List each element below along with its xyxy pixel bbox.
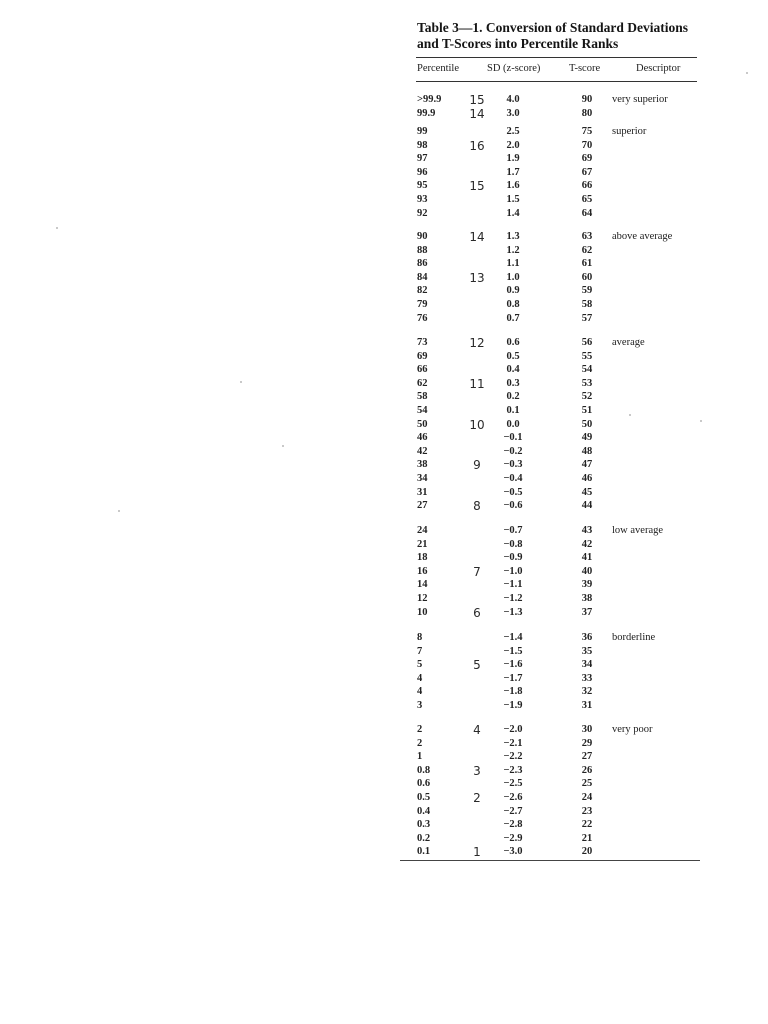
scan-speck bbox=[118, 510, 120, 512]
percentile-cell: 50 bbox=[417, 418, 428, 430]
table-row bbox=[417, 791, 717, 805]
scan-speck bbox=[56, 227, 58, 229]
table-row bbox=[417, 125, 717, 139]
percentile-cell: 86 bbox=[417, 258, 428, 270]
percentile-cell: 2 bbox=[417, 737, 423, 749]
table-row bbox=[417, 312, 717, 326]
sd-cell: 3.0 bbox=[506, 107, 520, 119]
descriptor-cell: above average bbox=[612, 231, 673, 242]
sd-cell: 0.8 bbox=[506, 299, 520, 310]
header-sd: SD (z-score) bbox=[487, 63, 541, 74]
percentile-cell: 90 bbox=[417, 231, 428, 242]
header-tscore: T-score bbox=[569, 63, 601, 74]
percentile-cell: 66 bbox=[417, 364, 428, 376]
sd-cell: −1.8 bbox=[503, 686, 523, 698]
tscore-cell: 57 bbox=[581, 312, 593, 324]
tscore-cell: 47 bbox=[581, 459, 593, 471]
sd-cell: −1.2 bbox=[503, 593, 523, 604]
percentile-cell: 34 bbox=[417, 473, 428, 484]
sd-cell: 1.5 bbox=[506, 194, 520, 205]
percentile-cell: 93 bbox=[417, 194, 428, 205]
sd-cell: 1.3 bbox=[506, 231, 520, 242]
table-row bbox=[417, 737, 717, 751]
tscore-cell: 39 bbox=[581, 579, 593, 591]
table-row bbox=[417, 818, 717, 832]
table-bottom-rule bbox=[400, 860, 700, 861]
tscore-cell: 54 bbox=[581, 364, 593, 376]
sd-cell: −1.1 bbox=[503, 579, 523, 591]
handwritten-note: 2 bbox=[473, 791, 481, 805]
sd-cell: −2.9 bbox=[503, 832, 523, 844]
table-row bbox=[417, 486, 717, 500]
table-row bbox=[417, 207, 717, 221]
sd-cell: 4.0 bbox=[506, 94, 520, 105]
tscore-cell: 58 bbox=[581, 299, 593, 310]
table-row bbox=[417, 832, 717, 846]
sd-cell: −1.7 bbox=[503, 672, 523, 684]
tscore-cell: 56 bbox=[581, 337, 593, 348]
tscore-cell: 42 bbox=[581, 538, 593, 550]
sd-cell: −0.6 bbox=[503, 500, 523, 512]
sd-cell: 1.0 bbox=[506, 271, 520, 283]
sd-cell: −1.6 bbox=[503, 659, 523, 671]
handwritten-note: 5 bbox=[473, 658, 481, 673]
tscore-cell: 37 bbox=[581, 606, 593, 618]
percentile-cell: 73 bbox=[417, 337, 428, 348]
tscore-cell: 46 bbox=[581, 473, 593, 484]
handwritten-note: 9 bbox=[473, 458, 481, 473]
sd-cell: −2.7 bbox=[503, 805, 523, 817]
sd-cell: 0.9 bbox=[506, 285, 520, 297]
handwritten-note: 10 bbox=[469, 417, 485, 432]
percentile-cell: 24 bbox=[417, 525, 428, 536]
table-row bbox=[417, 764, 717, 778]
table-row bbox=[417, 592, 717, 606]
scan-speck bbox=[240, 381, 242, 383]
table-row bbox=[417, 284, 717, 298]
tscore-cell: 41 bbox=[581, 552, 593, 564]
sd-cell: −0.5 bbox=[503, 486, 523, 498]
sd-cell: 0.4 bbox=[506, 364, 520, 376]
percentile-cell: 79 bbox=[417, 299, 428, 310]
sd-cell: −2.5 bbox=[503, 778, 523, 790]
percentile-cell: 38 bbox=[417, 459, 428, 471]
tscore-cell: 25 bbox=[581, 778, 593, 790]
percentile-cell: 27 bbox=[417, 500, 428, 512]
table-row bbox=[417, 723, 717, 737]
table-row bbox=[417, 777, 717, 791]
tscore-cell: 22 bbox=[581, 819, 593, 831]
scan-speck bbox=[700, 420, 702, 422]
descriptor-cell: very poor bbox=[612, 724, 653, 735]
handwritten-note: 12 bbox=[469, 336, 485, 350]
table-row bbox=[417, 257, 717, 271]
table-row bbox=[417, 271, 717, 285]
table-row bbox=[417, 750, 717, 764]
percentile-cell: 18 bbox=[417, 552, 428, 564]
table-row bbox=[417, 93, 717, 107]
table-row bbox=[417, 606, 717, 620]
tscore-cell: 75 bbox=[581, 126, 593, 137]
table-row bbox=[417, 538, 717, 552]
handwritten-note: 11 bbox=[469, 376, 485, 391]
table-row bbox=[417, 152, 717, 166]
tscore-cell: 24 bbox=[581, 792, 593, 803]
sd-cell: −0.1 bbox=[503, 432, 523, 444]
sd-cell: −3.0 bbox=[503, 846, 523, 858]
header-rule bbox=[416, 81, 697, 82]
table-row bbox=[417, 139, 717, 153]
tscore-cell: 60 bbox=[581, 271, 593, 283]
descriptor-cell: borderline bbox=[612, 632, 656, 643]
sd-cell: −0.7 bbox=[503, 525, 523, 536]
table-row bbox=[417, 445, 717, 459]
percentile-cell: 4 bbox=[417, 686, 423, 698]
percentile-cell: 1 bbox=[417, 751, 423, 763]
percentile-cell: 10 bbox=[417, 606, 428, 618]
percentile-cell: 0.3 bbox=[417, 819, 431, 831]
table-title bbox=[417, 20, 717, 52]
sd-cell: 1.2 bbox=[506, 244, 520, 256]
scan-speck bbox=[282, 445, 284, 447]
tscore-cell: 30 bbox=[581, 724, 593, 735]
tscore-cell: 44 bbox=[581, 500, 593, 512]
sd-cell: −0.3 bbox=[503, 459, 523, 471]
table-row bbox=[417, 363, 717, 377]
percentile-cell: 54 bbox=[417, 405, 428, 416]
tscore-cell: 27 bbox=[581, 751, 593, 763]
table-row bbox=[417, 565, 717, 579]
percentile-cell: 97 bbox=[417, 153, 428, 165]
sd-cell: −2.0 bbox=[503, 724, 523, 735]
percentile-cell: 84 bbox=[417, 271, 428, 283]
scan-speck bbox=[629, 414, 631, 416]
percentile-cell: 42 bbox=[417, 445, 428, 457]
percentile-cell: 0.6 bbox=[417, 778, 431, 790]
descriptor-cell: very superior bbox=[612, 94, 668, 105]
sd-cell: 1.9 bbox=[506, 153, 520, 165]
tscore-cell: 45 bbox=[581, 486, 593, 498]
tscore-cell: 43 bbox=[581, 525, 593, 536]
percentile-cell: 98 bbox=[417, 139, 428, 151]
sd-cell: 0.0 bbox=[506, 418, 520, 430]
handwritten-note: 14 bbox=[469, 230, 485, 244]
handwritten-note: 16 bbox=[469, 138, 485, 153]
table-top-rule bbox=[416, 57, 697, 58]
percentile-cell: 69 bbox=[417, 350, 428, 362]
handwritten-note: 8 bbox=[473, 499, 481, 514]
descriptor-cell: low average bbox=[612, 525, 664, 536]
table-row bbox=[417, 431, 717, 445]
tscore-cell: 55 bbox=[581, 350, 593, 362]
header-descriptor: Descriptor bbox=[636, 63, 681, 74]
table-row bbox=[417, 472, 717, 486]
sd-cell: 0.1 bbox=[506, 405, 520, 416]
tscore-cell: 35 bbox=[581, 645, 593, 657]
percentile-cell: 0.4 bbox=[417, 805, 431, 817]
descriptor-cell: average bbox=[612, 337, 645, 348]
sd-cell: 0.6 bbox=[506, 337, 520, 348]
sd-cell: 1.4 bbox=[506, 207, 520, 219]
percentile-cell: >99.9 bbox=[417, 94, 442, 105]
table-title-line-1: Table 3—1. Conversion of Standard Deviations bbox=[417, 20, 689, 35]
percentile-cell: 16 bbox=[417, 565, 428, 577]
percentile-cell: 0.2 bbox=[417, 832, 431, 844]
sd-cell: −1.9 bbox=[503, 700, 523, 711]
table-row bbox=[417, 404, 717, 418]
sd-cell: −1.4 bbox=[503, 632, 523, 643]
sd-cell: −0.2 bbox=[503, 445, 523, 457]
tscore-cell: 49 bbox=[581, 432, 593, 444]
percentile-cell: 3 bbox=[417, 700, 423, 711]
table-row bbox=[417, 524, 717, 538]
header-percentile: Percentile bbox=[417, 63, 459, 74]
sd-cell: −1.5 bbox=[503, 645, 523, 657]
percentile-cell: 5 bbox=[417, 659, 423, 671]
tscore-cell: 40 bbox=[581, 565, 593, 577]
percentile-cell: 12 bbox=[417, 593, 428, 604]
table-row bbox=[417, 631, 717, 645]
sd-cell: 2.5 bbox=[506, 126, 520, 137]
handwritten-note: 1 bbox=[473, 845, 481, 860]
tscore-cell: 32 bbox=[581, 686, 593, 698]
percentile-cell: 21 bbox=[417, 538, 428, 550]
tscore-cell: 34 bbox=[581, 659, 593, 671]
scan-speck bbox=[746, 72, 748, 74]
table-row bbox=[417, 645, 717, 659]
sd-cell: 0.7 bbox=[506, 312, 520, 324]
handwritten-note: 3 bbox=[473, 763, 481, 778]
tscore-cell: 50 bbox=[581, 418, 593, 430]
tscore-cell: 52 bbox=[581, 391, 593, 403]
percentile-cell: 31 bbox=[417, 486, 428, 498]
table-row bbox=[417, 179, 717, 193]
percentile-cell: 46 bbox=[417, 432, 428, 444]
tscore-cell: 90 bbox=[581, 94, 593, 105]
percentile-cell: 58 bbox=[417, 391, 428, 403]
handwritten-note: 15 bbox=[469, 93, 485, 107]
tscore-cell: 67 bbox=[581, 166, 593, 178]
table-title-line-2: and T-Scores into Percentile Ranks bbox=[417, 36, 619, 51]
table-row bbox=[417, 805, 717, 819]
table-row bbox=[417, 551, 717, 565]
table-row bbox=[417, 336, 717, 350]
handwritten-note: 15 bbox=[469, 179, 485, 194]
tscore-cell: 62 bbox=[581, 244, 593, 256]
table-row bbox=[417, 377, 717, 391]
sd-cell: −1.3 bbox=[503, 606, 523, 618]
sd-cell: −0.8 bbox=[503, 538, 523, 550]
tscore-cell: 29 bbox=[581, 737, 593, 749]
tscore-cell: 59 bbox=[581, 285, 593, 297]
table-row bbox=[417, 107, 717, 121]
tscore-cell: 48 bbox=[581, 445, 593, 457]
tscore-cell: 80 bbox=[581, 107, 593, 119]
tscore-cell: 38 bbox=[581, 593, 593, 604]
percentile-cell: 14 bbox=[417, 579, 428, 591]
table-row bbox=[417, 390, 717, 404]
table-row bbox=[417, 350, 717, 364]
table-row bbox=[417, 298, 717, 312]
percentile-cell: 0.1 bbox=[417, 846, 431, 858]
table-row bbox=[417, 578, 717, 592]
descriptor-cell: superior bbox=[612, 126, 647, 137]
tscore-cell: 69 bbox=[581, 153, 593, 165]
percentile-cell: 99.9 bbox=[417, 107, 436, 119]
sd-cell: −2.3 bbox=[503, 764, 523, 776]
percentile-cell: 0.8 bbox=[417, 764, 431, 776]
table-row bbox=[417, 699, 717, 713]
tscore-cell: 65 bbox=[581, 194, 593, 205]
sd-cell: −2.8 bbox=[503, 819, 523, 831]
percentile-cell: 62 bbox=[417, 377, 428, 389]
table-row bbox=[417, 230, 717, 244]
sd-cell: 0.3 bbox=[506, 377, 520, 389]
tscore-cell: 26 bbox=[581, 764, 593, 776]
sd-cell: 2.0 bbox=[506, 139, 520, 151]
percentile-cell: 92 bbox=[417, 207, 428, 219]
percentile-cell: 95 bbox=[417, 180, 428, 192]
sd-cell: −2.6 bbox=[503, 792, 523, 803]
table-row bbox=[417, 845, 717, 859]
sd-cell: 1.6 bbox=[506, 180, 520, 192]
sd-cell: −0.4 bbox=[503, 473, 523, 484]
percentile-cell: 2 bbox=[417, 724, 423, 735]
table-row bbox=[417, 458, 717, 472]
percentile-cell: 8 bbox=[417, 632, 423, 643]
tscore-cell: 31 bbox=[581, 700, 593, 711]
handwritten-note: 7 bbox=[473, 564, 481, 579]
tscore-cell: 23 bbox=[581, 805, 593, 817]
percentile-cell: 99 bbox=[417, 126, 428, 137]
percentile-cell: 88 bbox=[417, 244, 428, 256]
sd-cell: −0.9 bbox=[503, 552, 523, 564]
tscore-cell: 61 bbox=[581, 258, 593, 270]
tscore-cell: 51 bbox=[581, 405, 593, 416]
tscore-cell: 63 bbox=[581, 231, 593, 242]
percentile-cell: 0.5 bbox=[417, 792, 431, 803]
percentile-cell: 82 bbox=[417, 285, 428, 297]
sd-cell: −2.2 bbox=[503, 751, 523, 763]
sd-cell: 1.7 bbox=[506, 166, 520, 178]
tscore-cell: 66 bbox=[581, 180, 593, 192]
percentile-cell: 76 bbox=[417, 312, 428, 324]
table-row bbox=[417, 672, 717, 686]
percentile-cell: 4 bbox=[417, 672, 423, 684]
table-row bbox=[417, 499, 717, 513]
tscore-cell: 33 bbox=[581, 672, 593, 684]
sd-cell: −2.1 bbox=[503, 737, 523, 749]
sd-cell: −1.0 bbox=[503, 565, 523, 577]
table-row bbox=[417, 658, 717, 672]
tscore-cell: 70 bbox=[581, 139, 593, 151]
sd-cell: 1.1 bbox=[506, 258, 520, 270]
handwritten-note: 14 bbox=[469, 106, 485, 121]
tscore-cell: 21 bbox=[581, 832, 593, 844]
tscore-cell: 53 bbox=[581, 377, 593, 389]
handwritten-note: 13 bbox=[469, 270, 485, 285]
percentile-cell: 7 bbox=[417, 645, 423, 657]
percentile-cell: 96 bbox=[417, 166, 428, 178]
tscore-cell: 20 bbox=[581, 846, 593, 858]
sd-cell: 0.5 bbox=[506, 350, 520, 362]
handwritten-note: 6 bbox=[473, 605, 481, 620]
table-row bbox=[417, 166, 717, 180]
handwritten-note: 4 bbox=[473, 723, 481, 737]
table-row bbox=[417, 193, 717, 207]
table-row bbox=[417, 418, 717, 432]
table-row bbox=[417, 244, 717, 258]
table-row bbox=[417, 685, 717, 699]
sd-cell: 0.2 bbox=[506, 391, 520, 403]
tscore-cell: 64 bbox=[581, 207, 593, 219]
tscore-cell: 36 bbox=[581, 632, 593, 643]
